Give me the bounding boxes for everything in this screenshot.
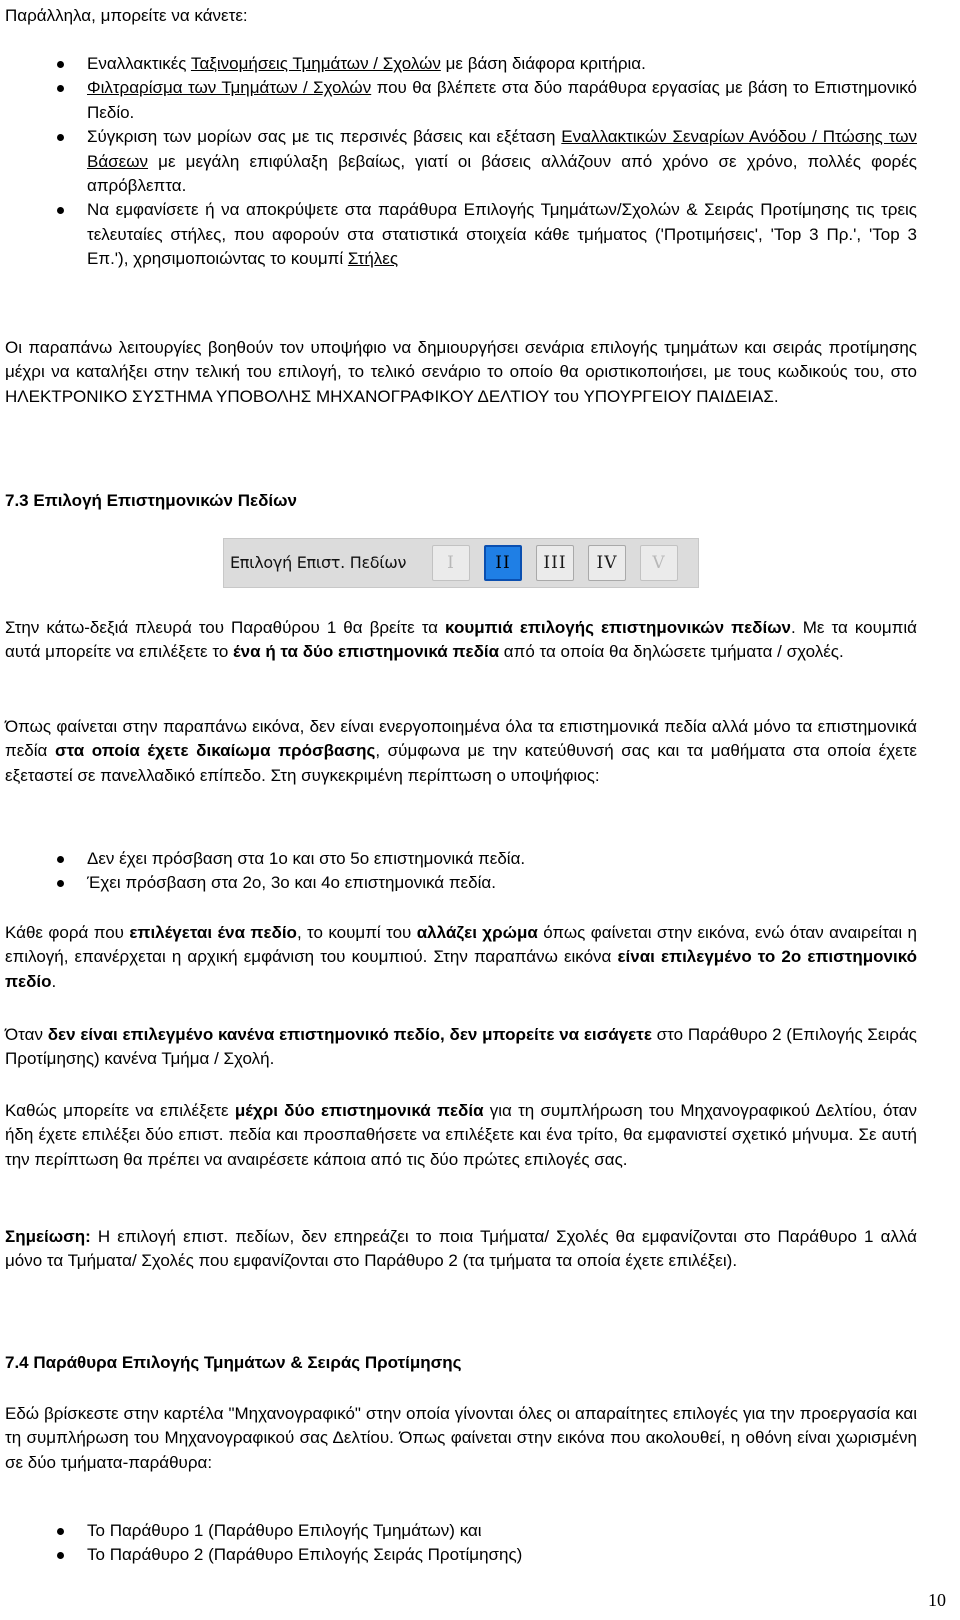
field-button-5[interactable]: V <box>640 545 678 581</box>
paragraph: Κάθε φορά που επιλέγεται ένα πεδίο, το κουμπί του αλλάζει χρώμα όπως φαίνεται στην εικόνα, ενώ όταν αναιρείται η επιλογή, επανέρχεται η αρχική εμφάνιση του κουμπιού. Στην παραπάνω εικόνα είναι επιλεγμένο το 2ο επιστημονικό πεδίο. <box>5 923 918 991</box>
field-button-4[interactable]: IV <box>588 545 626 581</box>
intro-text: Παράλληλα, μπορείτε να κάνετε: <box>5 6 248 25</box>
list-item: Φιλτραρίσμα των Τμημάτων / Σχολών που θα βλέπετε στα δύο παράθυρα εργασίας με βάση το Επιστημονικό Πεδίο. <box>5 76 917 125</box>
field-button-3[interactable]: III <box>536 545 574 581</box>
link-filtering[interactable]: Φιλτραρίσμα των Τμημάτων / Σχολών <box>87 78 372 98</box>
page-number: 10 <box>928 1590 946 1610</box>
windows-list <box>5 1519 917 1568</box>
paragraph: Στην κάτω-δεξιά πλευρά του Παραθύρου 1 θα βρείτε τα κουμπιά επιλογής επιστημονικών πεδίων. Με τα κουμπιά αυτά μπορείτε να επιλέξετε το ένα ή τα δύο επιστημονικά πεδία από τα οποία θα δηλώσετε τμήματα / σχολές. <box>5 618 917 662</box>
link-columns[interactable]: Στήλες <box>347 249 399 269</box>
list-item: Να εμφανίσετε ή να αποκρύψετε στα παράθυρα Επιλογής Τμημάτων/Σχολών & Σειράς Προτίμησης τις τρεις τελευταίες στήλες, που αφορούν στα στατιστικά στοιχεία κάθε τμήματος ('Προτιμήσεις', 'Top 3 Πρ.', 'Top 3 Επ.'), χρησιμοποιώντας το κουμπί Στήλες <box>5 198 917 271</box>
note-paragraph: Σημείωση: Η επιλογή επιστ. πεδίων, δεν επηρεάζει το ποια Τμήματα/ Σχολές θα εμφανίζονται στο Παράθυρο 1 αλλά μόνο τα Τμήματα/ Σχολές που εμφανίζονται στο Παράθυρο 2 (τα τμήματα τα οποία έχετε επιλέξει). <box>5 1227 917 1271</box>
paragraph: Οι παραπάνω λειτουργίες βοηθούν τον υποψήφιο να δημιουργήσει σενάρια επιλογής τμημάτων και σειράς προτίμησης μέχρι να καταλήξει στην τελική του επιλογή, το τελικό σενάριο το οποίο θα οριστικοποιήσει, με τους κωδικούς του, στο ΗΛΕΚΤΡΟΝΙΚΟ ΣΥΣΤΗΜΑ ΥΠΟΒΟΛΗΣ ΜΗΧΑΝΟΓΡΑΦΙΚΟΥ ΔΕΛΤΙΟΥ του ΥΠΟΥΡΓΕΙΟΥ ΠΑΙΔΕΙΑΣ. <box>5 338 917 406</box>
paragraph: Όπως φαίνεται στην παραπάνω εικόνα, δεν είναι ενεργοποιημένα όλα τα επιστημονικά πεδία αλλά μόνο τα επιστημονικά πεδία στα οποία έχετε δικαίωμα πρόσβασης, σύμφωνα με την κατεύθυνσή σας και τα μαθήματα στα οποία έχετε εξεταστεί σε πανελλαδικό επίπεδο. Στη συγκεκριμένη περίπτωση ο υποψήφιος: <box>5 717 917 785</box>
list-item: Το Παράθυρο 2 (Παράθυρο Επιλογής Σειράς Προτίμησης) <box>5 1543 917 1567</box>
paragraph: Καθώς μπορείτε να επιλέξετε μέχρι δύο επιστημονικά πεδία για τη συμπλήρωση του Μηχανογραφικού Δελτίου, όταν ήδη έχετε επιλέξει δύο επιστ. πεδία και προσπαθήσετε να επιλέξετε και ένα τρίτο, θα εμφανιστεί σχετικό μήνυμα. Σε αυτή την περίπτωση θα πρέπει να αναιρέσετε κάποια από τις δύο πρώτες επιλογές σας. <box>5 1101 917 1169</box>
link-scenarios[interactable]: Εναλλακτικών Σεναρίων Ανόδου / Πτώσης των Βάσεων <box>87 127 917 171</box>
list-item: Εναλλακτικές Ταξινομήσεις Τμημάτων / Σχολών με βάση διάφορα κριτήρια. <box>5 52 917 76</box>
section-heading-7-3: 7.3 Επιλογή Επιστημονικών Πεδίων <box>5 491 297 510</box>
list-item: Το Παράθυρο 1 (Παράθυρο Επιλογής Τμημάτων) και <box>5 1519 917 1543</box>
list-item: Έχει πρόσβαση στα 2ο, 3ο και 4ο επιστημονικά πεδία. <box>5 871 917 895</box>
paragraph: Εδώ βρίσκεστε στην καρτέλα "Μηχανογραφικό" στην οποία γίνονται όλες οι απαραίτητες επιλογές για την προεργασία και τη συμπλήρωση του Μηχανογραφικού σας Δελτίου. Όπως φαίνεται στην εικόνα που ακολουθεί, η οθόνη είναι χωρισμένη σε δύο τμήματα-παράθυρα: <box>5 1404 917 1472</box>
field-selector-panel <box>223 538 699 588</box>
paragraph: Όταν δεν είναι επιλεγμένο κανένα επιστημονικό πεδίο, δεν μπορείτε να εισάγετε στο Παράθυρο 2 (Επιλογής Σειράς Προτίμησης) κανένα Τμήμα / Σχολή. <box>5 1025 917 1069</box>
field-button-1[interactable]: I <box>432 545 470 581</box>
field-selector-label: Επιλογή Επιστ. Πεδίων <box>230 553 407 572</box>
section-heading-7-4: 7.4 Παράθυρα Επιλογής Τμημάτων & Σειράς Προτίμησης <box>5 1353 462 1372</box>
list-item: Δεν έχει πρόσβαση στα 1ο και στο 5ο επιστημονικά πεδία. <box>5 847 917 871</box>
list-item: Σύγκριση των μορίων σας με τις περσινές βάσεις και εξέταση Εναλλακτικών Σεναρίων Ανόδου / Πτώσης των Βάσεων με μεγάλη επιφύλαξη βεβαίως, γιατί οι βάσεις αλλάζουν από χρόνο σε χρόνο, πολλές φορές απρόβλεπτα. <box>5 125 917 198</box>
field-button-2[interactable]: II <box>484 545 522 581</box>
note-label: Σημείωση: <box>5 1227 91 1246</box>
access-list <box>5 847 917 896</box>
link-sorting[interactable]: Ταξινομήσεις Τμημάτων / Σχολών <box>190 54 441 73</box>
features-list <box>5 52 917 272</box>
